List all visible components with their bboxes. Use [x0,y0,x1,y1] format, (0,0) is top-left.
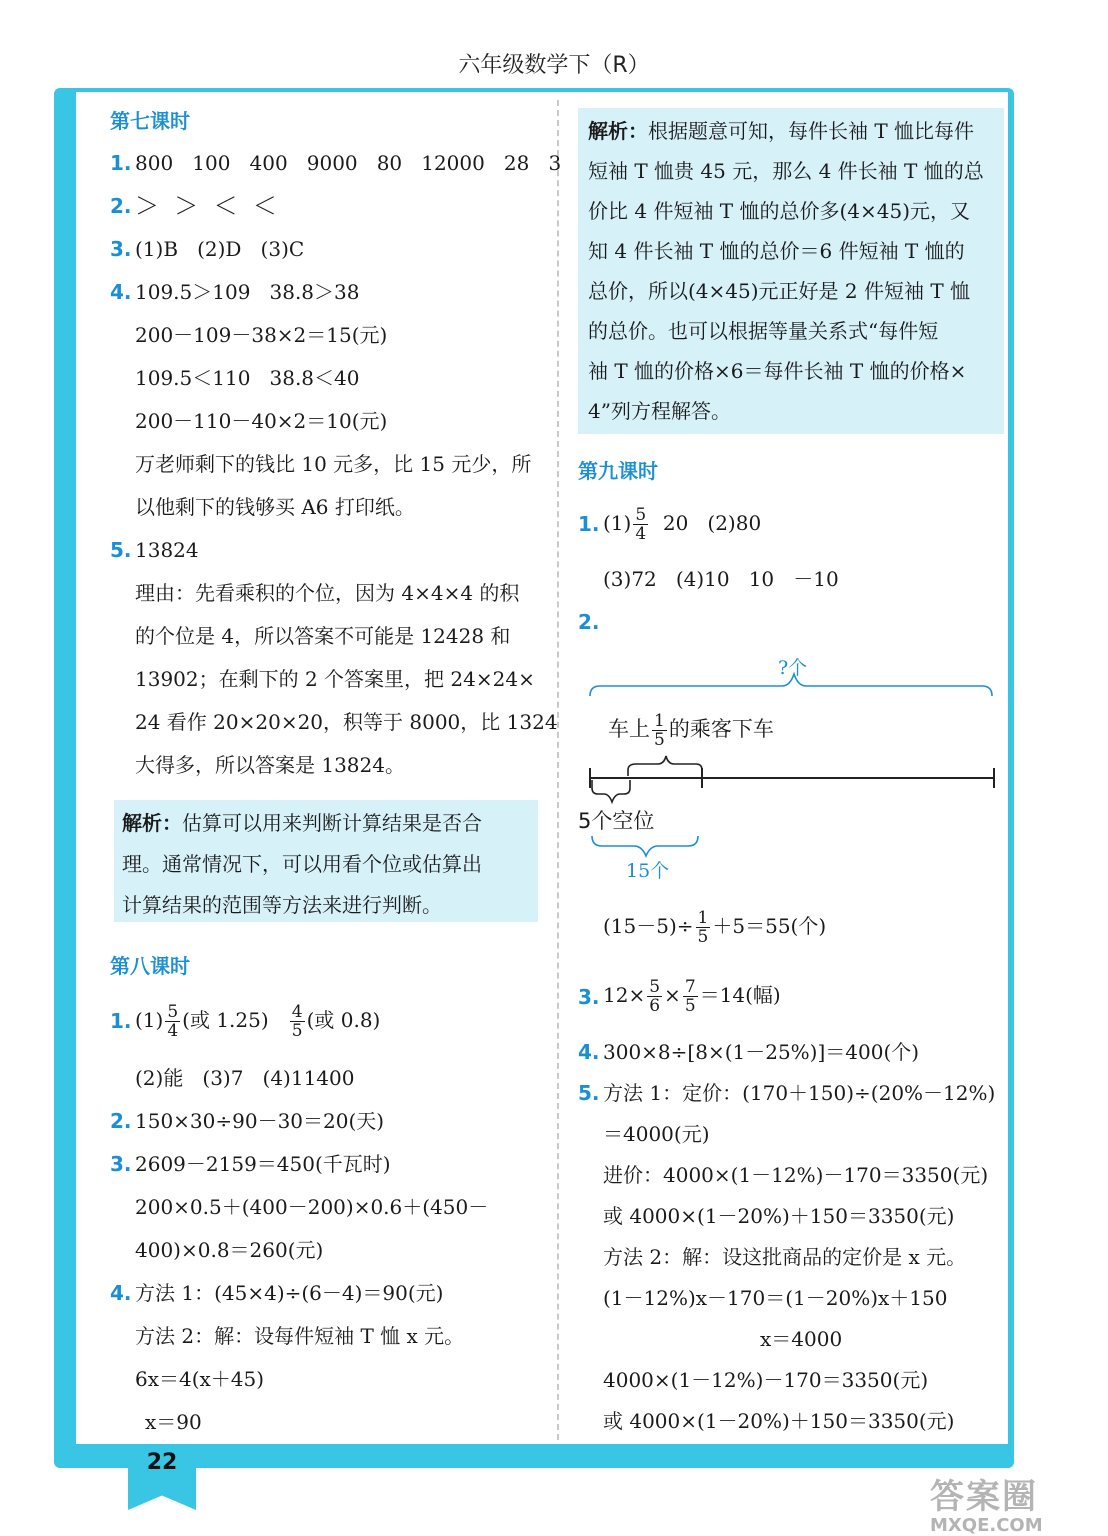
lesson7-q4-line: 109.5＜110 38.8＜40 [135,366,360,390]
lesson8-q4-line: 方法 1：(45×4)÷(6－4)＝90(元) [135,1281,444,1305]
lesson7-q1-answer: 800 100 400 9000 80 12000 28 3 [135,151,562,175]
q1-prefix: (1) [135,1008,164,1032]
right-analysis-line [588,118,974,144]
right-analysis-line: 4”列方程解答。 [588,399,731,423]
lesson7-q2-answer: ＞ ＞ ＜ ＜ [135,192,277,220]
fraction: $\frac{5}{4}$ [167,1002,179,1041]
q1-alt2: (或 0.8) [306,1008,381,1032]
lesson9-q4-answer: 300×8÷[8×(1－25%)]＝400(个) [603,1040,920,1064]
question-number: 2. [110,1109,132,1133]
lesson8-q4-line: x＝90 [145,1410,202,1434]
watermark-logo-text: 答案圈 [930,1477,1038,1517]
q1-alt1: (或 1.25) [182,1008,269,1032]
lesson9-q5-line: 或 4000×(1－20%)＋150＝3350(元) [603,1409,955,1433]
analysis-label: 解析： [588,119,648,143]
column-divider [557,100,559,1440]
right-analysis-line: 的总价。也可以根据等量关系式“每件短 [588,319,939,343]
lesson7-q3-answer: (1)B (2)D (3)C [135,237,305,261]
lesson9-q5-line: 4000×(1－12%)－170＝3350(元) [603,1368,929,1392]
lesson8-q2-answer: 150×30÷90－30＝20(天) [135,1109,385,1133]
right-analysis-line: 价比 4 件短袖 T 恤的总价多(4×45)元，又 [588,199,971,223]
analysis-box-right [578,108,1004,434]
right-analysis-line: 袖 T 恤的价格×6＝每件长袖 T 恤的价格× [588,359,967,383]
fifth-brace [628,756,702,776]
question-number: 3. [578,985,600,1009]
lesson8-q1-line1 [135,998,380,1042]
lesson7-analysis-line: 计算结果的范围等方法来进行判断。 [122,893,442,917]
diagram-mid-label: 车上 $\frac{1}{5}$ 的乘客下车 [608,710,774,750]
question-number: 4. [110,1281,132,1305]
fraction: $\frac{4}{5}$ [291,1002,303,1041]
watermark-url: MXQE.COM [930,1515,1043,1536]
question-number: 2. [578,610,600,634]
diagram-top-label: ?个 [778,657,808,679]
lesson7-q5-line: 的个位是 4，所以答案不可能是 12428 和 [135,624,511,648]
diagram-seats-label: 5个空位 [578,809,655,833]
page-number: 22 [146,1450,178,1475]
analysis-text: 估算可以用来判断计算结果是否合 [182,811,482,835]
analysis-label: 解析： [122,811,182,835]
lesson7-q4-line: 109.5＞109 38.8＞38 [135,280,360,304]
lesson8-q1-line2: (2)能 (3)7 (4)11400 [135,1066,355,1090]
lesson9-q5-line: (1－12%)x－170＝(1－20%)x＋150 [603,1286,948,1310]
fraction: $\frac{5}{4}$ [635,505,647,544]
lesson9-title: 第九课时 [578,459,658,483]
lesson9-q5-line: x＝4000 [760,1327,843,1351]
question-number: 4. [578,1040,600,1064]
lesson8-q4-line: 方法 2：解：设每件短袖 T 恤 x 元。 [135,1324,465,1348]
question-number: 2. [110,194,132,218]
question-number: 4. [110,280,132,304]
lesson8-q3-line: 2609－2159＝450(千瓦时) [135,1152,391,1176]
fraction: $\frac{5}{6}$ [649,977,661,1016]
lesson7-q4-line: 200－109－38×2＝15(元) [135,323,388,347]
right-analysis-line: 总价，所以(4×45)元正好是 2 件短袖 T 恤 [588,279,971,303]
lesson9-q5-line: 方法 1：定价：(170＋150)÷(20%－12%) [603,1081,996,1105]
fraction: $\frac{7}{5}$ [684,977,696,1016]
analysis-text: 根据题意可知，每件长袖 T 恤比每件 [648,119,975,143]
lesson9-q1-line2: (3)72 (4)10 10 －10 [603,567,839,591]
lesson7-q5-line: 大得多，所以答案是 13824。 [135,753,405,777]
line-segment-diagram [576,650,1006,890]
lesson9-q5-line: 或 4000×(1－20%)＋150＝3350(元) [603,1204,955,1228]
lesson8-q3-line: 200×0.5＋(400－200)×0.6＋(450－ [135,1195,489,1219]
right-analysis-line: 知 4 件长袖 T 恤的总价＝6 件短袖 T 恤的 [588,239,965,263]
lesson7-analysis-line: 理。通常情况下，可以用看个位或估算出 [122,852,482,876]
seats-brace [592,780,630,802]
lesson7-analysis-line [122,810,482,836]
page-header-title: 六年级数学下（R） [458,53,650,78]
question-number: 3. [110,237,132,261]
diagram-bottom-label: 15个 [626,860,670,882]
lesson7-q4-line: 200－110－40×2＝10(元) [135,409,388,433]
question-number: 3. [110,1152,132,1176]
lesson9-q3-equation: 12× $\frac{5}{6}$ × $\frac{7}{5}$ ＝14(幅) [603,977,781,1016]
lesson7-q5-line: 13902；在剩下的 2 个答案里，把 24×24× [135,667,535,691]
right-analysis-line: 短袖 T 恤贵 45 元，那么 4 件长袖 T 恤的总 [588,159,984,183]
lesson8-q3-line: 400)×0.8＝260(元) [135,1238,324,1262]
lesson9-q5-line: ＝4000(元) [603,1122,710,1146]
lesson7-q5-line: 13824 [135,538,199,562]
question-number: 5. [110,538,132,562]
lesson9-q5-line: 进价：4000×(1－12%)－170＝3350(元) [603,1163,989,1187]
question-number: 1. [110,151,132,175]
lesson9-q2-equation: (15－5)÷ $\frac{1}{5}$ ＋5＝55(个) [603,908,827,947]
fifteen-brace [592,836,698,856]
lesson8-q4-line: 6x＝4(x＋45) [135,1367,265,1391]
question-number: 1. [578,512,600,536]
question-number: 5. [578,1081,600,1105]
lesson7-q5-line: 24 看作 20×20×20，积等于 8000，比 1324 [135,710,558,734]
lesson7-q4-line: 以他剩下的钱够买 A6 打印纸。 [135,495,415,519]
fraction: $\frac{1}{5}$ [654,710,665,750]
watermark [930,1478,1100,1536]
lesson7-q4-line: 万老师剩下的钱比 10 元多，比 15 元少，所 [135,452,532,476]
lesson7-q5-line: 理由：先看乘积的个位，因为 4×4×4 的积 [135,581,520,605]
lesson7-title: 第七课时 [110,109,190,133]
lesson9-q5-line: 方法 2：解：设这批商品的定价是 x 元。 [603,1245,967,1269]
lesson9-q1-line1: (1) $\frac{5}{4}$ 20 (2)80 [603,505,762,544]
question-number: 1. [110,1009,132,1033]
lesson8-title: 第八课时 [110,954,190,978]
fraction: $\frac{1}{5}$ [697,908,709,947]
